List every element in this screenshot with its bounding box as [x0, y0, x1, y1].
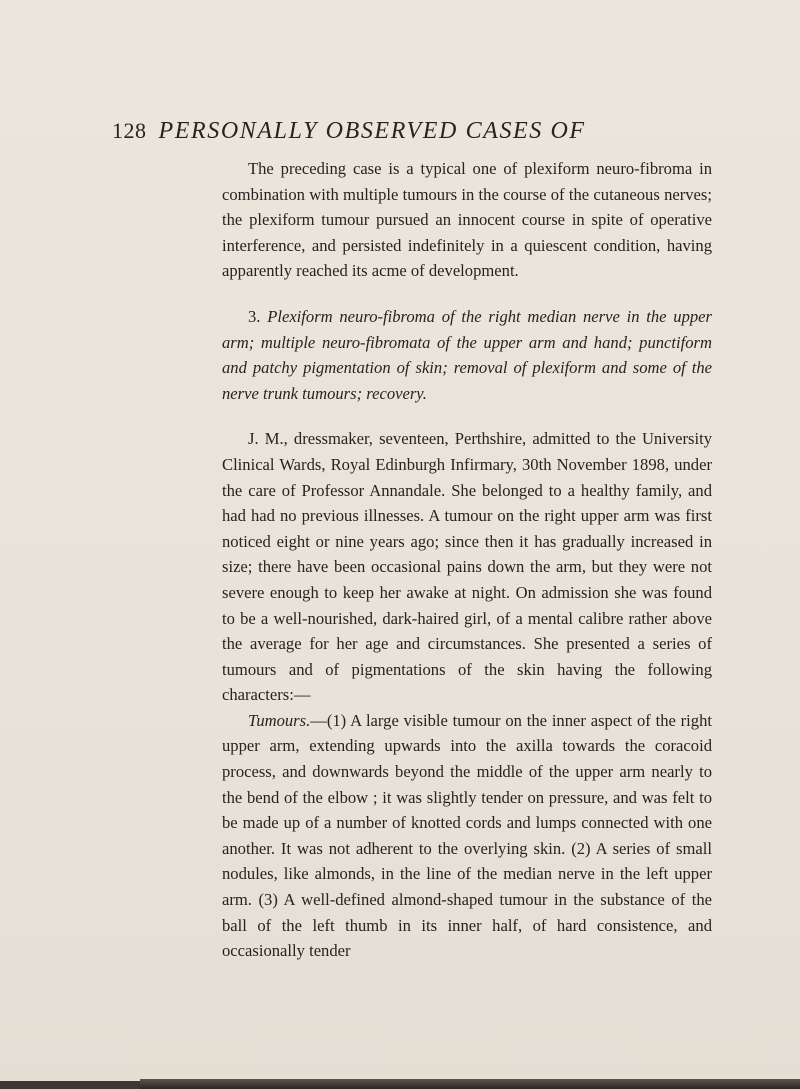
tumours-label: Tumours.: [248, 710, 311, 730]
page-header: [112, 118, 712, 152]
scan-edge-left: [0, 1081, 140, 1089]
running-head: PERSONALLY OBSERVED CASES OF: [158, 118, 586, 144]
tumours-paragraph: [222, 708, 712, 964]
page-body: [222, 156, 712, 964]
case-heading: [222, 304, 712, 406]
scan-edge-bottom: [140, 1079, 800, 1089]
page-number: 128: [112, 118, 147, 143]
intro-paragraph: The preceding case is a typical one of plexiform neuro-fibroma in combination with multiple tumours in the course of the cutaneous nerves; the plexiform tumour pursued an innocent course in spite of operative interference, and persisted indefinitely in a quiescent condition, having apparently reached its acme of development.: [222, 159, 712, 281]
case-heading-text: Plexiform neuro-fibroma of the right median nerve in the upper arm; multiple neuro-fibromata of the upper arm and hand; punctiform and patchy pigmentation of skin; removal of plexiform and some of the nerve trunk tumours; recovery.: [222, 306, 712, 403]
case-number: 3.: [248, 306, 261, 326]
paragraph-spacer: [222, 406, 712, 426]
tumours-text: —(1) A large visible tumour on the inner aspect of the right upper arm, extending upwards into the axilla towards the coracoid process, and downwards beyond the middle of the upper arm nearly to the bend of the elbow ; it was slightly tender on pressure, and was felt to be made up of a number of knotted cords and lumps connected with one another. It was not adherent to the overlying skin. (2) A series of small nodules, like almonds, in the line of the median nerve in the left upper arm. (3) A well-defined almond-shaped tumour in the substance of the ball of the left thumb in its inner half, of hard consistence, and occasionally tender: [222, 710, 712, 961]
history-paragraph: J. M., dressmaker, seventeen, Perthshire, admitted to the University Clinical Wards, Royal Edinburgh Infirmary, 30th November 1898, under the care of Professor Annandale. She belonged to a healthy family, and had had no previous illnesses. A tumour on the right upper arm was first noticed eight or nine years ago; since then it has gradually increased in size; there have been occasional pains down the arm, but they were not severe enough to keep her awake at night. On admission she was found to be a well-nourished, dark-haired girl, of a mental calibre rather above the average for her age and circumstances. She presented a series of tumours and of pigmentations of the skin having the following characters:—: [222, 429, 712, 705]
